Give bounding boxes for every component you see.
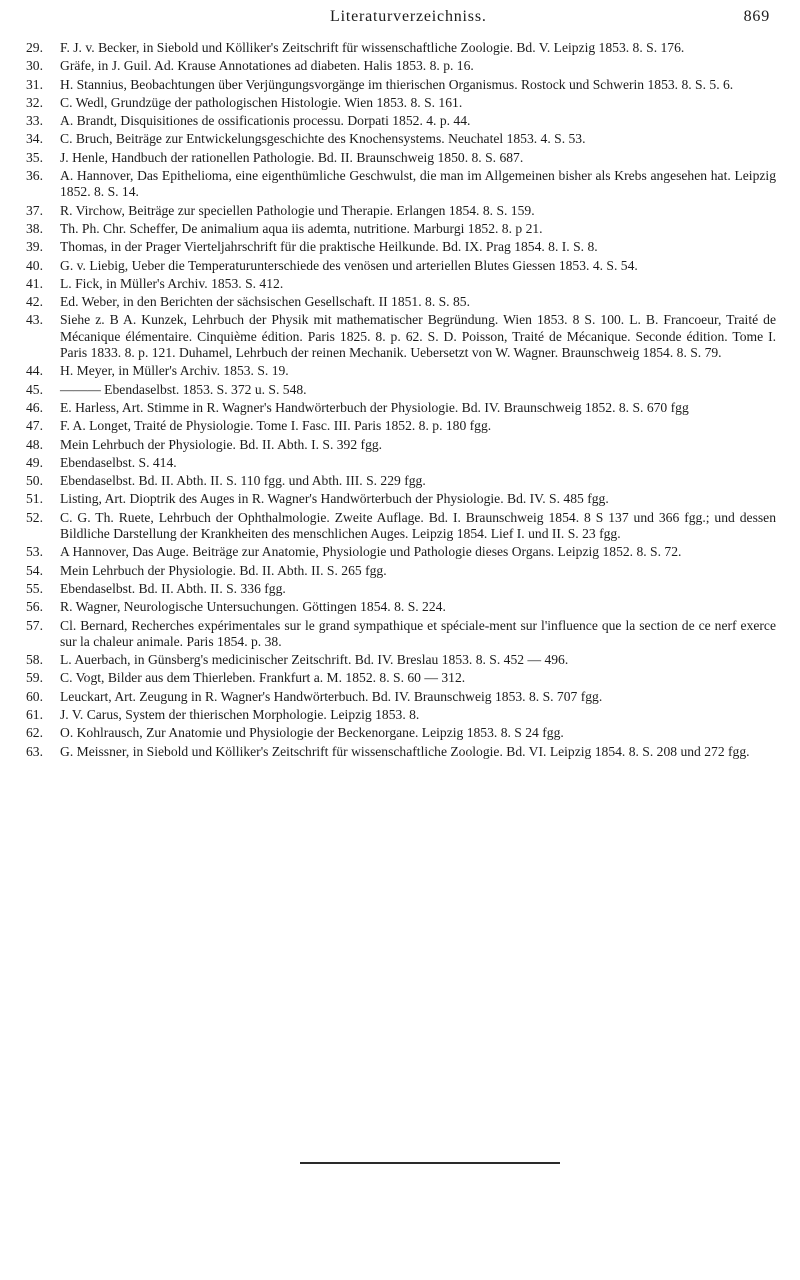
reference-number: 63.	[26, 743, 43, 759]
reference-number: 59.	[26, 670, 43, 686]
reference-text: C. Wedl, Grundzüge der pathologischen Histologie. Wien 1853. 8. S. 161.	[60, 94, 463, 110]
reference-text: G. v. Liebig, Ueber die Temperaturunterschiede des venösen und arteriellen Blutes Giessen 1853. 4. S. 54.	[60, 257, 638, 273]
reference-number: 37.	[26, 202, 43, 218]
reference-text: O. Kohlrausch, Zur Anatomie und Physiologie der Beckenorgane. Leipzig 1853. 8. S 24 fgg.	[60, 725, 564, 741]
reference-text: Ed. Weber, in den Berichten der sächsischen Gesellschaft. II 1851. 8. S. 85.	[60, 294, 470, 310]
reference-entry	[26, 239, 778, 255]
reference-text: Siehe z. B A. Kunzek, Lehrbuch der Physik mit mathematischer Begründung. Wien 1853. 8 S. 100. L. B. Francoeur, Traité de Mécanique élémentaire. Cinquième édition. Paris 1825. 8. p. 62. S. D. Poisson, Traité de Mécanique. Seconde édition. Tome I. Paris 1833. 8. p. 121. Duhamel, Lehrbuch der reinen Mechanik. Uebersetzt von W. Wagner. Braunschweig 1854. 8. S. 79.	[60, 312, 776, 361]
reference-entry	[26, 58, 778, 74]
reference-entry	[26, 473, 778, 489]
reference-text: H. Meyer, in Müller's Archiv. 1853. S. 19.	[60, 363, 289, 379]
reference-entry	[26, 150, 778, 166]
reference-entry	[26, 363, 778, 379]
reference-entry	[26, 455, 778, 471]
reference-entry	[26, 312, 778, 361]
page-number: 869	[743, 8, 770, 25]
reference-number: 31.	[26, 76, 43, 92]
reference-entry	[26, 491, 778, 507]
reference-number: 52.	[26, 509, 43, 525]
reference-entry	[26, 599, 778, 615]
reference-number: 38.	[26, 220, 43, 236]
reference-text: C. G. Th. Ruete, Lehrbuch der Ophthalmologie. Zweite Auflage. Bd. I. Braunschweig 1854. 8 S 137 und 366 fgg.; und dessen Bildliche Darstellung der Krankheiten des menschlichen Auges. Leipzig 1854. Lief I. und II. S. 23 fgg.	[60, 509, 776, 542]
reference-text: ——— Ebendaselbst. 1853. S. 372 u. S. 548.	[60, 381, 307, 397]
reference-number: 51.	[26, 491, 43, 507]
reference-text: F. J. v. Becker, in Siebold und Kölliker's Zeitschrift für wissenschaftliche Zoologie. Bd. V. Leipzig 1853. 8. S. 176.	[60, 40, 685, 55]
reference-text: H. Stannius, Beobachtungen über Verjüngungsvorgänge im thierischen Organismus. Rostock und Schwerin 1853. 8. S. 5. 6.	[60, 76, 734, 92]
reference-entry	[26, 418, 778, 434]
reference-text: A Hannover, Das Auge. Beiträge zur Anatomie, Physiologie und Pathologie dieses Organs. Leipzig 1852. 8. S. 72.	[60, 544, 682, 560]
reference-number: 48.	[26, 436, 43, 452]
reference-text: L. Auerbach, in Günsberg's medicinischer Zeitschrift. Bd. IV. Breslau 1853. 8. S. 452 — 496.	[60, 652, 569, 668]
reference-number: 46.	[26, 399, 43, 415]
reference-entry	[26, 131, 778, 147]
reference-entry	[26, 652, 778, 668]
reference-text: R. Virchow, Beiträge zur speciellen Pathologie und Therapie. Erlangen 1854. 8. S. 159.	[60, 202, 535, 218]
reference-number: 43.	[26, 312, 43, 328]
reference-number: 36.	[26, 168, 43, 184]
reference-entry	[26, 203, 778, 219]
reference-entry	[26, 544, 778, 560]
reference-number: 55.	[26, 580, 43, 596]
reference-entry	[26, 276, 778, 292]
reference-entry	[26, 168, 778, 201]
reference-text: Ebendaselbst. Bd. II. Abth. II. S. 336 fgg.	[60, 580, 286, 596]
reference-number: 50.	[26, 473, 43, 489]
reference-entry	[26, 258, 778, 274]
reference-number: 45.	[26, 381, 43, 397]
reference-entry	[26, 294, 778, 310]
reference-text: C. Bruch, Beiträge zur Entwickelungsgeschichte des Knochensystems. Neuchatel 1853. 4. S. 53.	[60, 131, 586, 147]
reference-entry	[26, 707, 778, 723]
reference-number: 29.	[26, 40, 43, 55]
reference-text: Thomas, in der Prager Vierteljahrschrift für die praktische Heilkunde. Bd. IX. Prag 1854. 8. I. S. 8.	[60, 239, 598, 255]
reference-text: Gräfe, in J. Guil. Ad. Krause Annotationes ad diabeten. Halis 1853. 8. p. 16.	[60, 58, 474, 74]
reference-number: 32.	[26, 94, 43, 110]
end-rule	[300, 1162, 560, 1164]
reference-number: 33.	[26, 113, 43, 129]
reference-number: 42.	[26, 294, 43, 310]
reference-number: 60.	[26, 688, 43, 704]
reference-text: C. Vogt, Bilder aus dem Thierleben. Frankfurt a. M. 1852. 8. S. 60 — 312.	[60, 670, 466, 686]
reference-entry	[26, 113, 778, 129]
reference-text: Mein Lehrbuch der Physiologie. Bd. II. Abth. I. S. 392 fgg.	[60, 436, 383, 452]
reference-text: Ebendaselbst. S. 414.	[60, 454, 177, 470]
reference-text: A. Brandt, Disquisitiones de ossificationis processu. Dorpati 1852. 4. p. 44.	[60, 113, 471, 129]
reference-entry	[26, 618, 778, 651]
reference-text: F. A. Longet, Traité de Physiologie. Tome I. Fasc. III. Paris 1852. 8. p. 180 fgg.	[60, 418, 492, 434]
reference-text: Cl. Bernard, Recherches expérimentales sur le grand sympathique et spéciale-ment sur l'influence que la section de ce nerf exerce sur la chaleur animale. Paris 1854. p. 38.	[60, 617, 776, 649]
reference-entry	[26, 581, 778, 597]
reference-number: 44.	[26, 363, 43, 379]
reference-entry	[26, 77, 778, 93]
reference-text: Leuckart, Art. Zeugung in R. Wagner's Handwörterbuch. Bd. IV. Braunschweig 1853. 8. S. 707 fgg.	[60, 688, 603, 704]
reference-entry	[26, 382, 778, 398]
reference-entry	[26, 400, 778, 416]
reference-number: 56.	[26, 599, 43, 615]
reference-entry	[26, 670, 778, 686]
reference-number: 47.	[26, 418, 43, 434]
reference-entry	[26, 725, 778, 741]
reference-number: 41.	[26, 275, 43, 291]
reference-number: 53.	[26, 544, 43, 560]
reference-text: Mein Lehrbuch der Physiologie. Bd. II. Abth. II. S. 265 fgg.	[60, 562, 387, 578]
reference-text: L. Fick, in Müller's Archiv. 1853. S. 412.	[60, 275, 284, 291]
reference-number: 39.	[26, 239, 43, 255]
reference-text: G. Meissner, in Siebold und Kölliker's Zeitschrift für wissenschaftliche Zoologie. Bd. VI. Leipzig 1854. 8. S. 208 und 272 fgg.	[60, 743, 750, 759]
reference-text: R. Wagner, Neurologische Untersuchungen. Göttingen 1854. 8. S. 224.	[60, 599, 446, 615]
reference-text: Listing, Art. Dioptrik des Auges in R. Wagner's Handwörterbuch der Physiologie. Bd. IV. S. 485 fgg.	[60, 491, 609, 507]
reference-number: 57.	[26, 617, 43, 633]
reference-number: 54.	[26, 562, 43, 578]
reference-text: J. V. Carus, System der thierischen Morphologie. Leipzig 1853. 8.	[60, 706, 420, 722]
reference-entry	[26, 437, 778, 453]
reference-entry	[26, 689, 778, 705]
reference-text: E. Harless, Art. Stimme in R. Wagner's Handwörterbuch der Physiologie. Bd. IV. Braunschweig 1852. 8. S. 670 fgg	[60, 399, 689, 415]
reference-entry	[26, 744, 778, 760]
reference-number: 49.	[26, 454, 43, 470]
reference-entry	[26, 95, 778, 111]
reference-number: 35.	[26, 149, 43, 165]
reference-number: 62.	[26, 725, 43, 741]
reference-entry	[26, 510, 778, 543]
running-header	[330, 8, 770, 32]
reference-entry	[26, 221, 778, 237]
reference-number: 61.	[26, 706, 43, 722]
reference-text: A. Hannover, Das Epithelioma, eine eigenthümliche Geschwulst, die man im Allgemeinen bisher als Krebs angesehen hat. Leipzig 1852. 8. S. 14.	[60, 168, 776, 200]
page-title: Literaturverzeichniss.	[330, 8, 487, 25]
reference-number: 40.	[26, 257, 43, 273]
reference-number: 30.	[26, 58, 43, 74]
reference-number: 58.	[26, 652, 43, 668]
reference-entry	[26, 40, 778, 56]
reference-text: J. Henle, Handbuch der rationellen Pathologie. Bd. II. Braunschweig 1850. 8. S. 687.	[60, 149, 524, 165]
reference-list	[26, 40, 778, 762]
reference-text: Th. Ph. Chr. Scheffer, De animalium aqua iis ademta, nutritione. Marburgi 1852. 8. p 21.	[60, 220, 543, 236]
reference-number: 34.	[26, 131, 43, 147]
reference-entry	[26, 563, 778, 579]
reference-text: Ebendaselbst. Bd. II. Abth. II. S. 110 fgg. und Abth. III. S. 229 fgg.	[60, 473, 426, 489]
